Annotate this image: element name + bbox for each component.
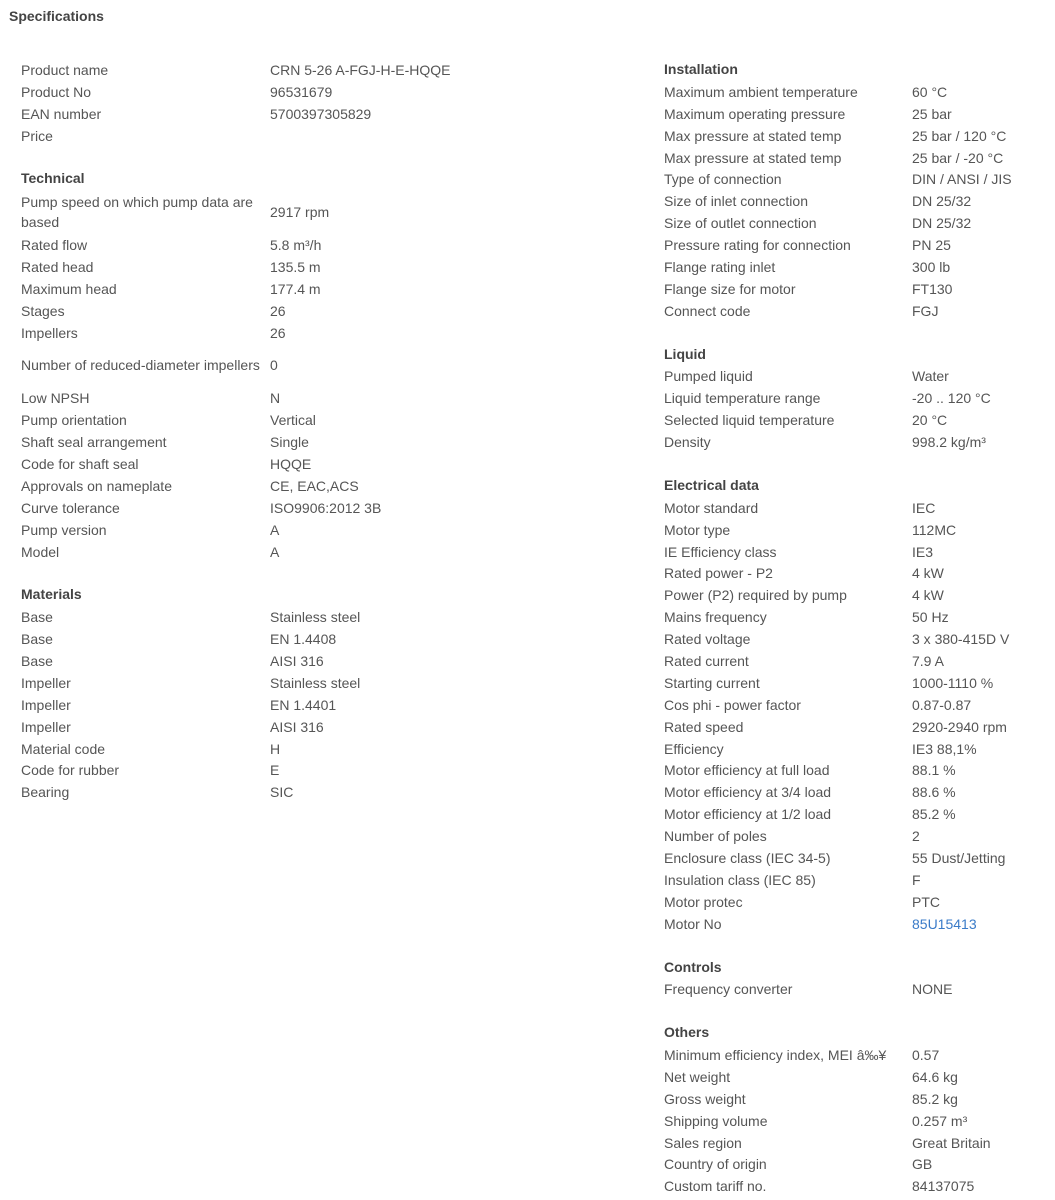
spec-value: 25 bar / -20 °C [912, 149, 1004, 166]
spec-value: PTC [912, 893, 940, 910]
spec-value: 85.2 kg [912, 1090, 958, 1107]
spec-label: Bearing [21, 784, 70, 801]
spec-value: 0.87-0.87 [912, 696, 972, 713]
spec-row [21, 606, 621, 628]
section-heading-liquid: Liquid [664, 345, 706, 362]
spec-row [664, 606, 1044, 628]
spec-label: Motor protec [664, 893, 743, 910]
spec-row [21, 190, 621, 234]
spec-value: 0 [270, 357, 278, 374]
section-spacer [664, 935, 1044, 957]
spec-value: 2920-2940 rpm [912, 718, 1007, 735]
spec-value: GB [912, 1156, 933, 1173]
spec-label: Impeller [21, 674, 71, 691]
spec-label: Sales region [664, 1134, 742, 1151]
spec-label: Pressure rating for connection [664, 237, 851, 254]
spec-row [21, 760, 621, 782]
spec-row [664, 1132, 1044, 1154]
spec-value: FGJ [912, 302, 939, 319]
spec-value: 64.6 kg [912, 1068, 958, 1085]
spec-row [664, 738, 1044, 760]
spec-row [664, 869, 1044, 891]
spec-row [21, 781, 621, 803]
spec-row [664, 212, 1044, 234]
spec-value: 5700397305829 [270, 105, 372, 122]
spec-value-link[interactable]: 85U15413 [912, 915, 977, 932]
spec-value: 85.2 % [912, 806, 956, 823]
spec-value: IE3 [912, 543, 934, 560]
spec-label: Liquid temperature range [664, 390, 821, 407]
spec-row [21, 497, 621, 519]
spec-value: AISI 316 [270, 718, 324, 735]
spec-value: ISO9906:2012 3B [270, 499, 382, 516]
spec-row [664, 1066, 1044, 1088]
spec-label: Density [664, 434, 711, 451]
spec-label: Flange rating inlet [664, 258, 776, 275]
spec-value: EN 1.4401 [270, 696, 337, 713]
spec-value: 7.9 A [912, 652, 944, 669]
section-heading-controls: Controls [664, 958, 722, 975]
spec-row [664, 803, 1044, 825]
spec-label: Motor No [664, 915, 722, 932]
spec-row [664, 1088, 1044, 1110]
spec-label: Base [21, 653, 53, 670]
spec-value: Great Britain [912, 1134, 991, 1151]
spec-label: Country of origin [664, 1156, 767, 1173]
spec-label: Impellers [21, 324, 78, 341]
spec-label: Impeller [21, 718, 71, 735]
spec-row [664, 409, 1044, 431]
spec-label: Maximum ambient temperature [664, 83, 858, 100]
spec-row [664, 81, 1044, 103]
spec-label: Motor standard [664, 499, 759, 516]
spec-value: DN 25/32 [912, 193, 972, 210]
spec-value: 96531679 [270, 83, 333, 100]
spec-value: A [270, 543, 280, 560]
spec-value: PN 25 [912, 237, 951, 254]
spec-value: Stainless steel [270, 674, 361, 691]
section-spacer [664, 453, 1044, 475]
spec-label: Net weight [664, 1068, 731, 1085]
spec-row [664, 103, 1044, 125]
specs-right-column [664, 59, 1044, 1197]
spec-row [664, 1110, 1044, 1132]
specs-left-column [21, 59, 621, 803]
spec-row [664, 365, 1044, 387]
spec-label: Insulation class (IEC 85) [664, 871, 816, 888]
spec-label: Model [21, 543, 60, 560]
spec-label: Power (P2) required by pump [664, 587, 847, 604]
spec-row [664, 387, 1044, 409]
spec-label: Pump orientation [21, 412, 127, 429]
spec-row [664, 650, 1044, 672]
spec-row [21, 672, 621, 694]
spec-label: Code for rubber [21, 762, 120, 779]
spec-row [21, 541, 621, 563]
spec-label: Base [21, 631, 53, 648]
spec-label: Size of outlet connection [664, 215, 817, 232]
spec-value: 55 Dust/Jetting [912, 850, 1006, 866]
spec-row [21, 234, 621, 256]
spec-label: Low NPSH [21, 390, 90, 407]
spec-label: Material code [21, 740, 106, 757]
spec-row [21, 716, 621, 738]
spec-value: 112MC [912, 521, 957, 538]
spec-value: IEC [912, 499, 936, 516]
spec-label: Starting current [664, 674, 760, 691]
section-spacer [21, 563, 621, 585]
spec-label: Max pressure at stated temp [664, 149, 842, 166]
spec-row [21, 387, 621, 409]
spec-label: Rated speed [664, 718, 744, 735]
spec-row [21, 650, 621, 672]
section-spacer [21, 147, 621, 169]
spec-value: 2917 rpm [270, 204, 330, 221]
spec-label: Enclosure class (IEC 34-5) [664, 850, 831, 866]
spec-row [664, 584, 1044, 606]
spec-label: Impeller [21, 696, 71, 713]
spec-label: Rated power - P2 [664, 565, 773, 582]
spec-value: 998.2 kg/m³ [912, 434, 986, 451]
spec-row [21, 344, 621, 388]
spec-label: Gross weight [664, 1090, 746, 1107]
spec-value: 20 °C [912, 412, 948, 429]
spec-row [664, 781, 1044, 803]
spec-row [21, 81, 621, 103]
spec-value: 88.1 % [912, 762, 956, 779]
spec-row [664, 891, 1044, 913]
spec-label: Max pressure at stated temp [664, 127, 842, 144]
spec-row [664, 978, 1044, 1000]
spec-value: 0.257 m³ [912, 1112, 968, 1129]
spec-row [21, 103, 621, 125]
spec-label: Mains frequency [664, 609, 767, 626]
spec-value: H [270, 740, 281, 757]
spec-value: DN 25/32 [912, 215, 972, 232]
spec-value: 88.6 % [912, 784, 956, 801]
spec-value: N [270, 390, 281, 407]
spec-row [21, 125, 621, 147]
spec-value: 26 [270, 302, 286, 319]
spec-row [21, 278, 621, 300]
spec-value: Stainless steel [270, 609, 361, 626]
spec-value: CRN 5-26 A-FGJ-H-E-HQQE [270, 61, 451, 78]
spec-row [664, 1154, 1044, 1176]
spec-label: Pump version [21, 521, 107, 538]
spec-label: IE Efficiency class [664, 543, 777, 560]
spec-value: 25 bar / 120 °C [912, 127, 1007, 144]
spec-label: Price [21, 127, 53, 144]
spec-label: Motor efficiency at 1/2 load [664, 806, 832, 823]
spec-value: 177.4 m [270, 280, 321, 297]
spec-row [21, 519, 621, 541]
spec-label: Approvals on nameplate [21, 477, 172, 494]
spec-row [664, 168, 1044, 190]
spec-row [664, 760, 1044, 782]
spec-label: Rated head [21, 258, 94, 275]
spec-row [664, 256, 1044, 278]
spec-row [21, 256, 621, 278]
spec-row [664, 1175, 1044, 1197]
spec-label: Type of connection [664, 171, 782, 188]
spec-label: Selected liquid temperature [664, 412, 835, 429]
spec-value: Vertical [270, 412, 316, 429]
spec-row [664, 125, 1044, 147]
spec-value: 5.8 m³/h [270, 237, 322, 254]
section-spacer [664, 322, 1044, 344]
spec-value: E [270, 762, 280, 779]
spec-row [21, 59, 621, 81]
section-heading-materials: Materials [21, 586, 82, 603]
spec-row [664, 431, 1044, 453]
spec-value: FT130 [912, 280, 953, 297]
spec-value: HQQE [270, 456, 312, 472]
spec-row [21, 431, 621, 453]
spec-label: Product No [21, 83, 92, 100]
spec-row [21, 409, 621, 431]
spec-label: Shipping volume [664, 1112, 768, 1129]
spec-label: Maximum operating pressure [664, 105, 846, 122]
spec-value: F [912, 871, 921, 888]
spec-row [21, 300, 621, 322]
spec-value: 300 lb [912, 258, 951, 275]
spec-row [664, 147, 1044, 169]
spec-row [664, 694, 1044, 716]
spec-row [21, 475, 621, 497]
spec-row [664, 541, 1044, 563]
spec-label: Cos phi - power factor [664, 696, 801, 713]
spec-label: Size of inlet connection [664, 193, 808, 210]
spec-label: Motor type [664, 521, 731, 538]
spec-value: 4 kW [912, 565, 944, 582]
section-heading-electrical-data: Electrical data [664, 476, 759, 493]
spec-label: Stages [21, 302, 65, 319]
spec-label: Motor efficiency at full load [664, 762, 830, 779]
spec-row [664, 562, 1044, 584]
spec-label: Rated current [664, 652, 749, 669]
spec-value: 84137075 [912, 1178, 975, 1195]
spec-label: Maximum head [21, 280, 117, 297]
spec-label: Shaft seal arrangement [21, 434, 167, 451]
spec-row [664, 519, 1044, 541]
spec-label: Base [21, 609, 53, 626]
spec-row [664, 825, 1044, 847]
spec-value: 0.57 [912, 1047, 940, 1064]
spec-row [21, 738, 621, 760]
spec-value: -20 .. 120 °C [912, 390, 991, 407]
spec-value: 60 °C [912, 83, 948, 100]
spec-row [21, 322, 621, 344]
spec-label: Product name [21, 61, 109, 78]
spec-row [664, 716, 1044, 738]
spec-row [21, 694, 621, 716]
page-title: Specifications [9, 8, 104, 24]
spec-label: Pump speed on which pump data are based [21, 194, 253, 231]
spec-value: 50 Hz [912, 609, 949, 626]
spec-label: Frequency converter [664, 981, 793, 998]
spec-value: NONE [912, 981, 953, 998]
spec-value: A [270, 521, 280, 538]
spec-row [664, 847, 1044, 869]
spec-value: DIN / ANSI / JIS [912, 171, 1012, 188]
section-heading-installation: Installation [664, 61, 738, 77]
section-heading-technical: Technical [21, 170, 85, 187]
spec-label: Pumped liquid [664, 368, 753, 385]
spec-value: 3 x 380-415D V [912, 631, 1010, 648]
spec-value: 1000-1110 % [912, 674, 994, 691]
spec-value: 2 [912, 828, 920, 845]
spec-value: CE, EAC,ACS [270, 477, 359, 494]
spec-row [664, 497, 1044, 519]
spec-label: Curve tolerance [21, 499, 120, 516]
spec-label: EAN number [21, 105, 102, 122]
section-spacer [664, 1000, 1044, 1022]
spec-label: Code for shaft seal [21, 456, 139, 472]
spec-value: EN 1.4408 [270, 631, 337, 648]
spec-row [21, 628, 621, 650]
spec-row [664, 300, 1044, 322]
spec-label: Flange size for motor [664, 280, 796, 297]
spec-value: AISI 316 [270, 653, 324, 670]
spec-value: 26 [270, 324, 286, 341]
spec-row [664, 278, 1044, 300]
spec-value: Water [912, 368, 949, 385]
spec-row [664, 628, 1044, 650]
spec-value: IE3 88,1% [912, 740, 977, 757]
spec-row [664, 672, 1044, 694]
section-heading-others: Others [664, 1024, 710, 1041]
spec-label: Minimum efficiency index, MEI â‰¥ [664, 1047, 887, 1064]
spec-row [664, 1044, 1044, 1066]
spec-row [664, 190, 1044, 212]
spec-label: Rated flow [21, 237, 88, 254]
spec-label: Rated voltage [664, 631, 751, 648]
spec-value: SIC [270, 784, 294, 801]
spec-label: Motor efficiency at 3/4 load [664, 784, 832, 801]
spec-label: Connect code [664, 302, 751, 319]
spec-value: Single [270, 434, 309, 451]
spec-label: Number of poles [664, 828, 767, 845]
spec-row [21, 453, 621, 475]
spec-value: 135.5 m [270, 258, 321, 275]
spec-label: Efficiency [664, 740, 724, 757]
spec-value: 25 bar [912, 105, 952, 122]
spec-row [664, 913, 1044, 935]
spec-value: 4 kW [912, 587, 944, 604]
spec-row [664, 234, 1044, 256]
spec-label: Number of reduced-diameter impellers [21, 357, 260, 374]
spec-label: Custom tariff no. [664, 1178, 767, 1195]
